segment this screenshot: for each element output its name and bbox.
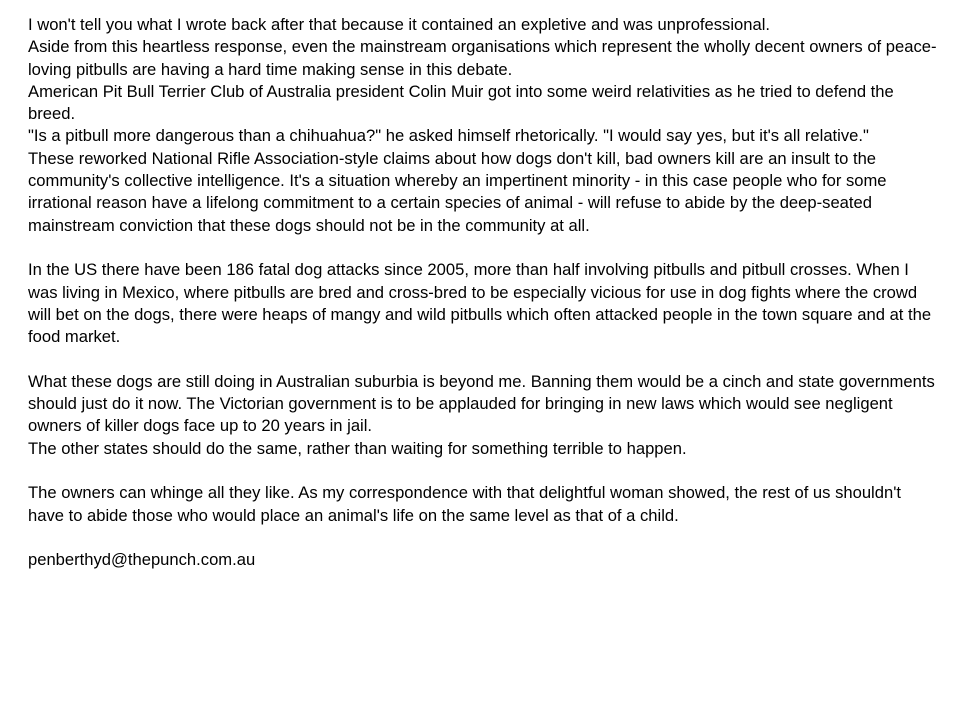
article-body bbox=[28, 14, 940, 571]
paragraph-quote-chihuahua: "Is a pitbull more dangerous than a chihuahua?" he asked himself rhetorically. "I would say yes, but it's all relative." bbox=[28, 126, 869, 146]
paragraph-other-states: The other states should do the same, rather than waiting for something terrible to happen. bbox=[28, 438, 687, 458]
paragraph-unprofessional-reply: I won't tell you what I wrote back after that because it contained an expletive and was unprofessional. bbox=[28, 15, 771, 34]
paragraph-spacer bbox=[28, 527, 940, 549]
paragraph-nra-claims: These reworked National Rifle Association-style claims about how dogs don't kill, bad owners kill are an insult to the community's collective intelligence. It's a situation whereby an impertinent minority - in this case people who for some irrational reason have a lifelong commitment to a certain species of animal - will refuse to abide by the deep-seated mainstream conviction that these dogs should not be in the community at all. bbox=[28, 148, 887, 235]
paragraph-us-statistics: In the US there have been 186 fatal dog attacks since 2005, more than half involving pitbulls and pitbull crosses. When I was living in Mexico, where pitbulls are bred and cross-bred to be especially vicious for use in dog fights where the crowd will bet on the dogs, there were heaps of mangy and wild pitbulls which often attacked people in the town square and at the food market. bbox=[28, 260, 932, 347]
paragraph-club-president: American Pit Bull Terrier Club of Australia president Colin Muir got into some weird relativities as he tried to defend the breed. bbox=[28, 81, 894, 124]
paragraph-spacer bbox=[28, 348, 940, 370]
paragraph-owners-whinge: The owners can whinge all they like. As my correspondence with that delightful woman showed, the rest of us shouldn't have to abide those who would place an animal's life on the same level as that of a child. bbox=[28, 483, 901, 525]
author-email: penberthyd@thepunch.com.au bbox=[28, 550, 256, 570]
paragraph-spacer bbox=[28, 460, 940, 482]
paragraph-australian-suburbia: What these dogs are still doing in Australian suburbia is beyond me. Banning them would be a cinch and state governments should just do it now. The Victorian government is to be applauded for bringing in new laws which would see negligent owners of killer dogs face up to 20 years in jail. bbox=[28, 371, 935, 436]
paragraph-mainstream-organisations: Aside from this heartless response, even the mainstream organisations which represent the wholly decent owners of peace-loving pitbulls are having a hard time making sense in this debate. bbox=[28, 37, 937, 79]
paragraph-spacer bbox=[28, 237, 940, 259]
